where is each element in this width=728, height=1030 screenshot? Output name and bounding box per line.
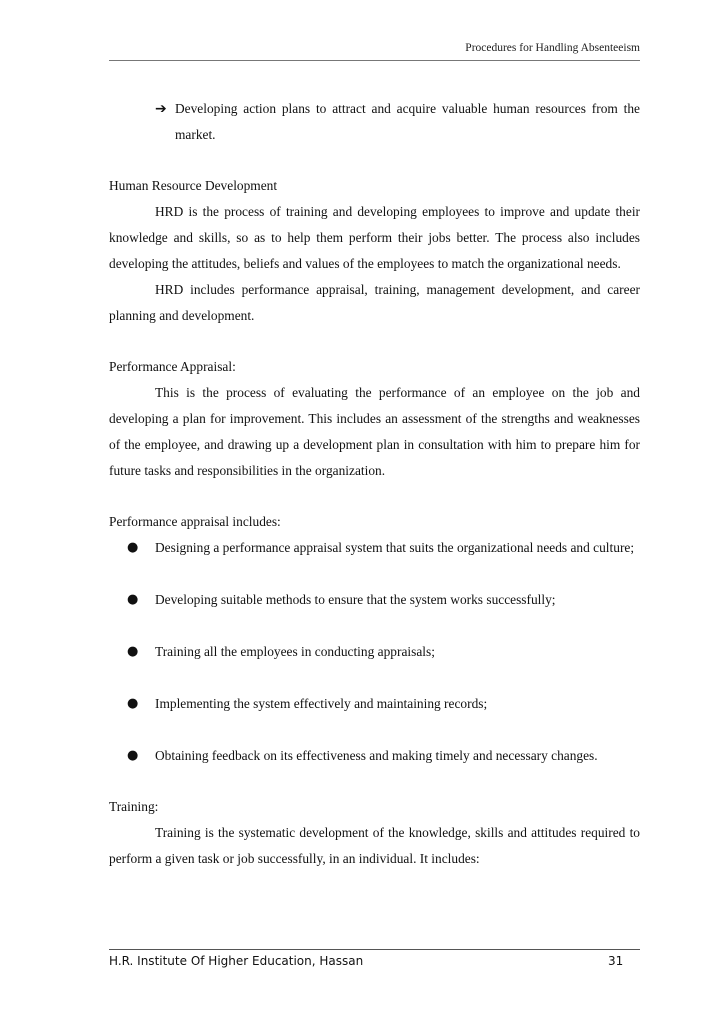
list-item: ● Training all the employees in conducting appraisals; [109,639,640,665]
section-heading-training: Training: [109,799,159,814]
footer-divider [109,949,640,950]
list-item: ● Designing a performance appraisal system that suits the organizational needs and culture; [109,535,640,561]
section-heading-hrd: Human Resource Development [109,178,278,193]
arrow-right-icon: ➔ [155,101,167,117]
bullet-icon: ● [127,540,139,555]
hrd-paragraph-1: HRD is the process of training and developing employees to improve and update their knowledge and skills, so as to help them perform their jobs better. The process also includes developing the attitudes, beliefs and values of the employees to match the organizational needs. [109,204,640,271]
intro-item-text: Developing action plans to attract and acquire valuable human resources from the market. [175,101,640,142]
intro-arrow-item [109,96,640,148]
list-item: ● Obtaining feedback on its effectiveness and making timely and necessary changes. [109,743,640,769]
page-body [109,96,640,872]
appraisal-includes-list [109,535,640,769]
training-paragraph: Training is the systematic development of the knowledge, skills and attitudes required to perform a given task or job successfully, in an individual. It includes: [109,825,640,866]
bullet-icon: ● [127,644,139,659]
hrd-paragraph-2: HRD includes performance appraisal, training, management development, and career planning and development. [109,282,640,323]
footer-institute: H.R. Institute Of Higher Education, Hassan [109,954,364,968]
list-item: ● Developing suitable methods to ensure that the system works successfully; [109,587,640,613]
section-heading-appraisal: Performance Appraisal: [109,359,236,374]
appraisal-paragraph: This is the process of evaluating the performance of an employee on the job and developing a plan for improvement. This includes an assessment of the strengths and weaknesses of the employee, and drawing up a development plan in consultation with him to prepare him for future tasks and responsibilities in the organization. [109,385,640,478]
running-header: Procedures for Handling Absenteeism [465,42,640,54]
bullet-icon: ● [127,696,139,711]
bullet-icon: ● [127,592,139,607]
page-number: 31 [608,954,624,968]
bullet-icon: ● [127,748,139,763]
header-divider [109,60,640,61]
list-item: ● Implementing the system effectively and maintaining records; [109,691,640,717]
section-heading-includes: Performance appraisal includes: [109,514,281,529]
